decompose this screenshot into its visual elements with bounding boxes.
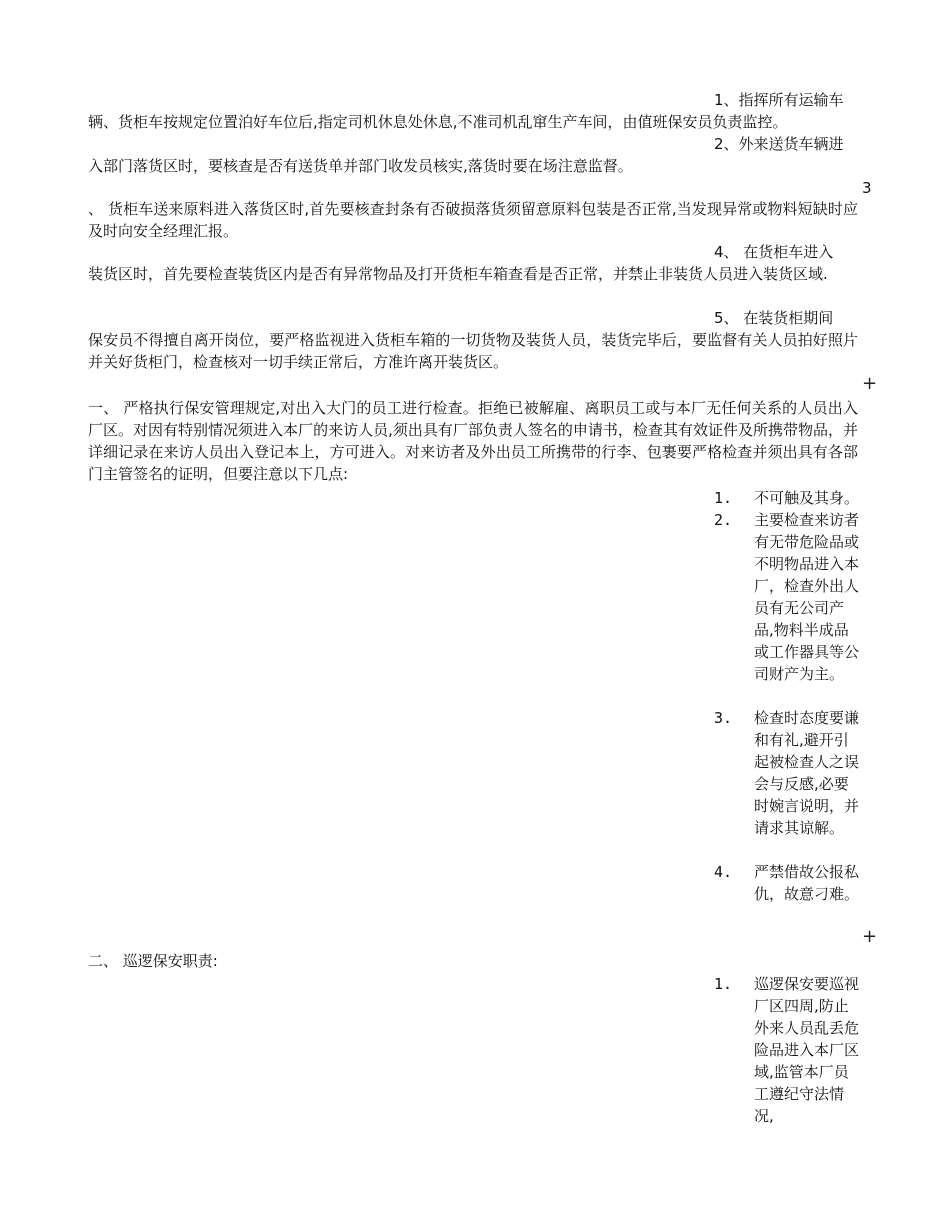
section-two-heading: 二、 巡逻保安职责: [88, 952, 218, 970]
check-item-number: 1. [714, 489, 733, 507]
rule-1-number: 1、指挥所有运输车 [714, 91, 844, 109]
check-item [714, 509, 864, 707]
rule-3-number: 3 [862, 179, 872, 197]
check-item [714, 861, 864, 927]
section-one-text: 一、 严格执行保安管理规定,对出入大门的员工进行检查。拒绝已被解雇、离职员工或与本厂无任何关系的人员出入厂区。对因有特别情况须进入本厂的来访人员,须出具有厂部负责人签名的申请书，检查其有效证件及所携带物品，并详细记录在来访人员出入登记本上，方可进入。对来访者及外出员工所携带的行李、包裹要严格检查并须出具有各部门主管签名的证明，但要注意以下几点: [88, 399, 858, 483]
rule-5-number: 5、 在装货柜期间 [714, 309, 834, 327]
check-item-text: 严禁借故公报私仇，故意刁难。 [754, 863, 860, 903]
check-item-text: 主要检查来访者有无带危险品或不明物品进入本厂，检查外出人员有无公司产品,物料半成品或工作器具等公司财产为主。 [754, 511, 860, 683]
patrol-item-text: 巡逻保安要巡视厂区四周,防止外来人员乱丢危险品进入本厂区域,监管本厂员工遵纪守法情况, [754, 975, 860, 1125]
patrol-item-number: 1. [714, 975, 733, 993]
check-item-number: 2. [714, 511, 733, 529]
rule-3-text: 、 货柜车送来原料进入落货区时,首先要核查封条有否破损落货须留意原料包装是否正常,当发现异常或物料短缺时应及时向安全经理汇报。 [88, 200, 858, 240]
check-item [714, 707, 864, 861]
patrol-item [714, 973, 864, 1127]
check-item-number: 3. [714, 709, 733, 727]
section-separator-mark: + [862, 373, 878, 394]
check-item-text: 不可触及其身。 [754, 489, 860, 507]
rule-2-number: 2、外来送货车辆进 [714, 135, 844, 153]
rule-1-text: 辆、货柜车按规定位置泊好车位后,指定司机休息处休息,不准司机乱窜生产车间，由值班保安员负责监控。 [88, 113, 788, 131]
rule-5-text: 保安员不得擅自离开岗位，要严格监视进入货柜车箱的一切货物及装货人员，装货完毕后，要监督有关人员拍好照片并关好货柜门，检查核对一切手续正常后，方准许离开装货区。 [88, 331, 858, 371]
check-item-text: 检查时态度要谦和有礼,避开引起被检查人之误会与反感,必要时婉言说明，并请求其谅解。 [754, 709, 860, 837]
section-separator-mark: + [862, 926, 878, 947]
rule-4-number: 4、 在货柜车进入 [714, 243, 834, 261]
rule-4-text: 装货区时，首先要检查装货区内是否有异常物品及打开货柜车箱查看是否正常，并禁止非装货人员进入装货区域. [88, 265, 828, 283]
check-item-number: 4. [714, 863, 733, 881]
rule-2-text: 入部门落货区时，要核查是否有送货单并部门收发员核实,落货时要在场注意监督。 [88, 157, 633, 175]
check-item [714, 487, 864, 509]
